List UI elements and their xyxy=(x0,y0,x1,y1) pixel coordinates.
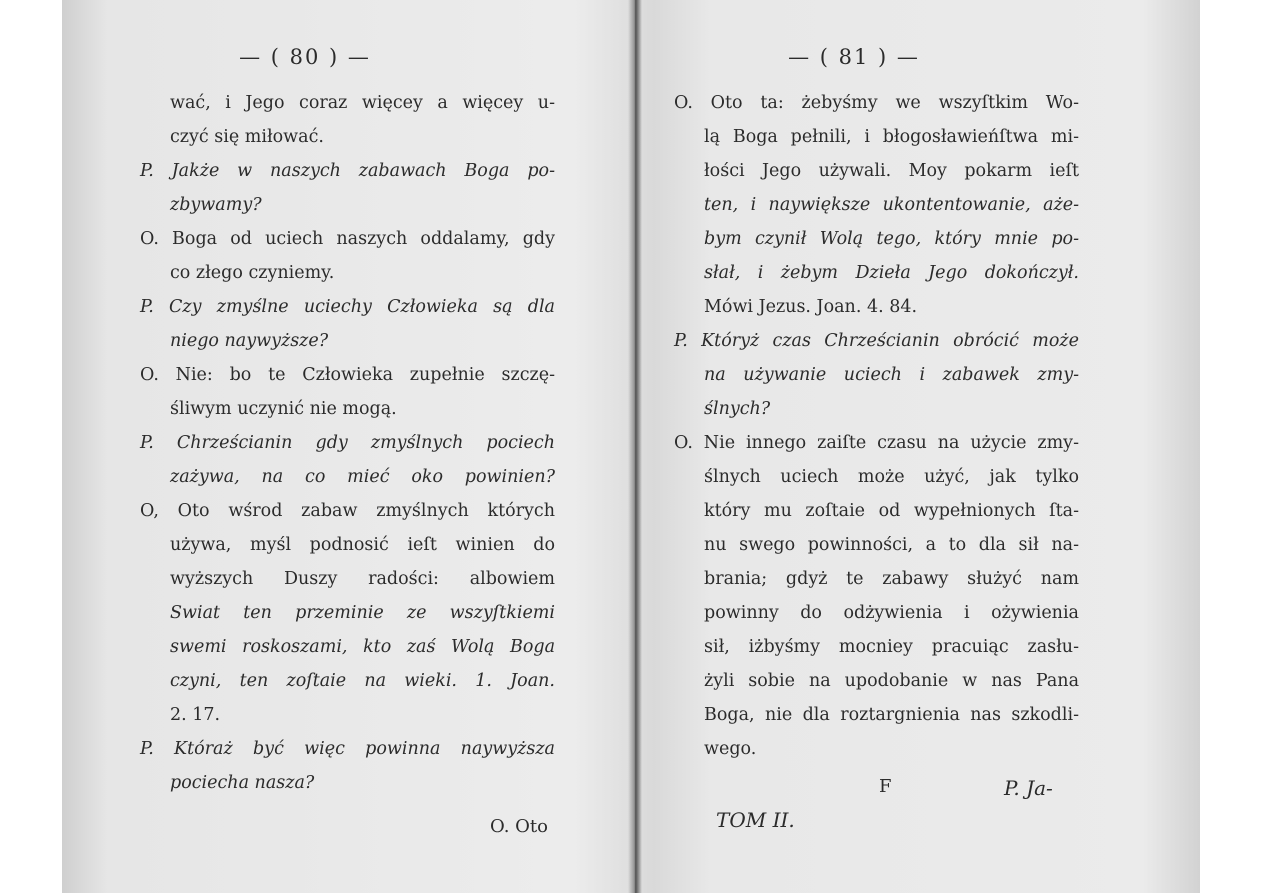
text-line: O. Nie: bo te Człowieka zupełnie szczę- xyxy=(140,365,555,385)
text-line: lą Boga pełnili, i błogosławieńſtwa mi- xyxy=(704,127,1079,147)
book-gutter xyxy=(628,0,642,893)
catchword-right: P. Ja- xyxy=(1004,776,1053,800)
text-line: ślnych uciech może użyć, jak tylko xyxy=(704,467,1079,487)
text-line: nu swego powinności, a to dla sił na- xyxy=(704,535,1079,555)
signature-mark: F xyxy=(879,776,892,797)
text-line: niego naywyższe? xyxy=(170,331,329,351)
text-line: czyni, ten zoſtaie na wieki. 1. Joan. xyxy=(170,671,555,691)
text-line: pociecha nasza? xyxy=(170,773,315,793)
text-line: O. Oto ta: żebyśmy we wszyſtkim Wo- xyxy=(674,93,1079,113)
page-number-right: — ( 81 ) — xyxy=(788,45,920,69)
text-line: który mu zoſtaie od wypełnionych ſta- xyxy=(704,501,1079,521)
text-line: wego. xyxy=(704,739,757,759)
text-line: P. Któryż czas Chrześcianin obrócić może xyxy=(674,331,1079,351)
text-line: Boga, nie dla roztargnienia nas szkodli- xyxy=(704,705,1079,725)
volume-mark: TOM II. xyxy=(716,808,795,832)
text-line: śliwym uczynić nie mogą. xyxy=(170,399,397,419)
left-page xyxy=(140,0,610,893)
text-line: P. Któraż być więc powinna naywyższa xyxy=(140,739,555,759)
text-line: P. Chrześcianin gdy zmyślnych pociech xyxy=(140,433,555,453)
text-line: O. Boga od uciech naszych oddalamy, gdy xyxy=(140,229,555,249)
text-line: swemi roskoszami, kto zaś Wolą Boga xyxy=(170,637,555,657)
text-line: O. Nie innego zaiſte czasu na użycie zmy- xyxy=(674,433,1079,453)
catchword-left: O. Oto xyxy=(490,816,548,837)
text-line: P. Jakże w naszych zabawach Boga po- xyxy=(140,161,555,181)
text-line: brania; gdyż te zabawy służyć nam xyxy=(704,569,1079,589)
text-line: ten, i naywiększe ukontentowanie, aże- xyxy=(704,195,1079,215)
text-line: P. Czy zmyślne uciechy Człowieka są dla xyxy=(140,297,555,317)
text-line: sił, iżbyśmy mocniey pracuiąc zasłu- xyxy=(704,637,1079,657)
text-line: zażywa, na co mieć oko powinien? xyxy=(170,467,555,487)
text-line: wać, i Jego coraz więcey a więcey u- xyxy=(170,93,555,113)
text-line: wyższych Duszy radości: albowiem xyxy=(170,569,555,589)
text-line: Mówi Jezus. Joan. 4. 84. xyxy=(704,297,918,317)
text-line: żyli sobie na upodobanie w nas Pana xyxy=(704,671,1079,691)
text-line: Swiat ten przeminie ze wszyſtkiemi xyxy=(170,603,555,623)
text-line: zbywamy? xyxy=(170,195,262,215)
text-line: 2. 17. xyxy=(170,705,221,725)
text-line: O, Oto wśrod zabaw zmyślnych których xyxy=(140,501,555,521)
text-line: ślnych? xyxy=(704,399,771,419)
text-line: powinny do odżywienia i ożywienia xyxy=(704,603,1079,623)
text-line: czyć się miłować. xyxy=(170,127,324,147)
text-line: co złego czyniemy. xyxy=(170,263,335,283)
text-line: bym czynił Wolą tego, który mnie po- xyxy=(704,229,1079,249)
open-book xyxy=(62,0,1200,893)
right-page xyxy=(674,0,1094,893)
text-line: używa, myśl podnosić ieſt winien do xyxy=(170,535,555,555)
text-line: słał, i żebym Dzieła Jego dokończył. xyxy=(704,263,1079,283)
text-line: na używanie uciech i zabawek zmy- xyxy=(704,365,1079,385)
text-line: łości Jego używali. Moy pokarm ieſt xyxy=(704,161,1079,181)
page-number-left: — ( 80 ) — xyxy=(239,45,371,69)
